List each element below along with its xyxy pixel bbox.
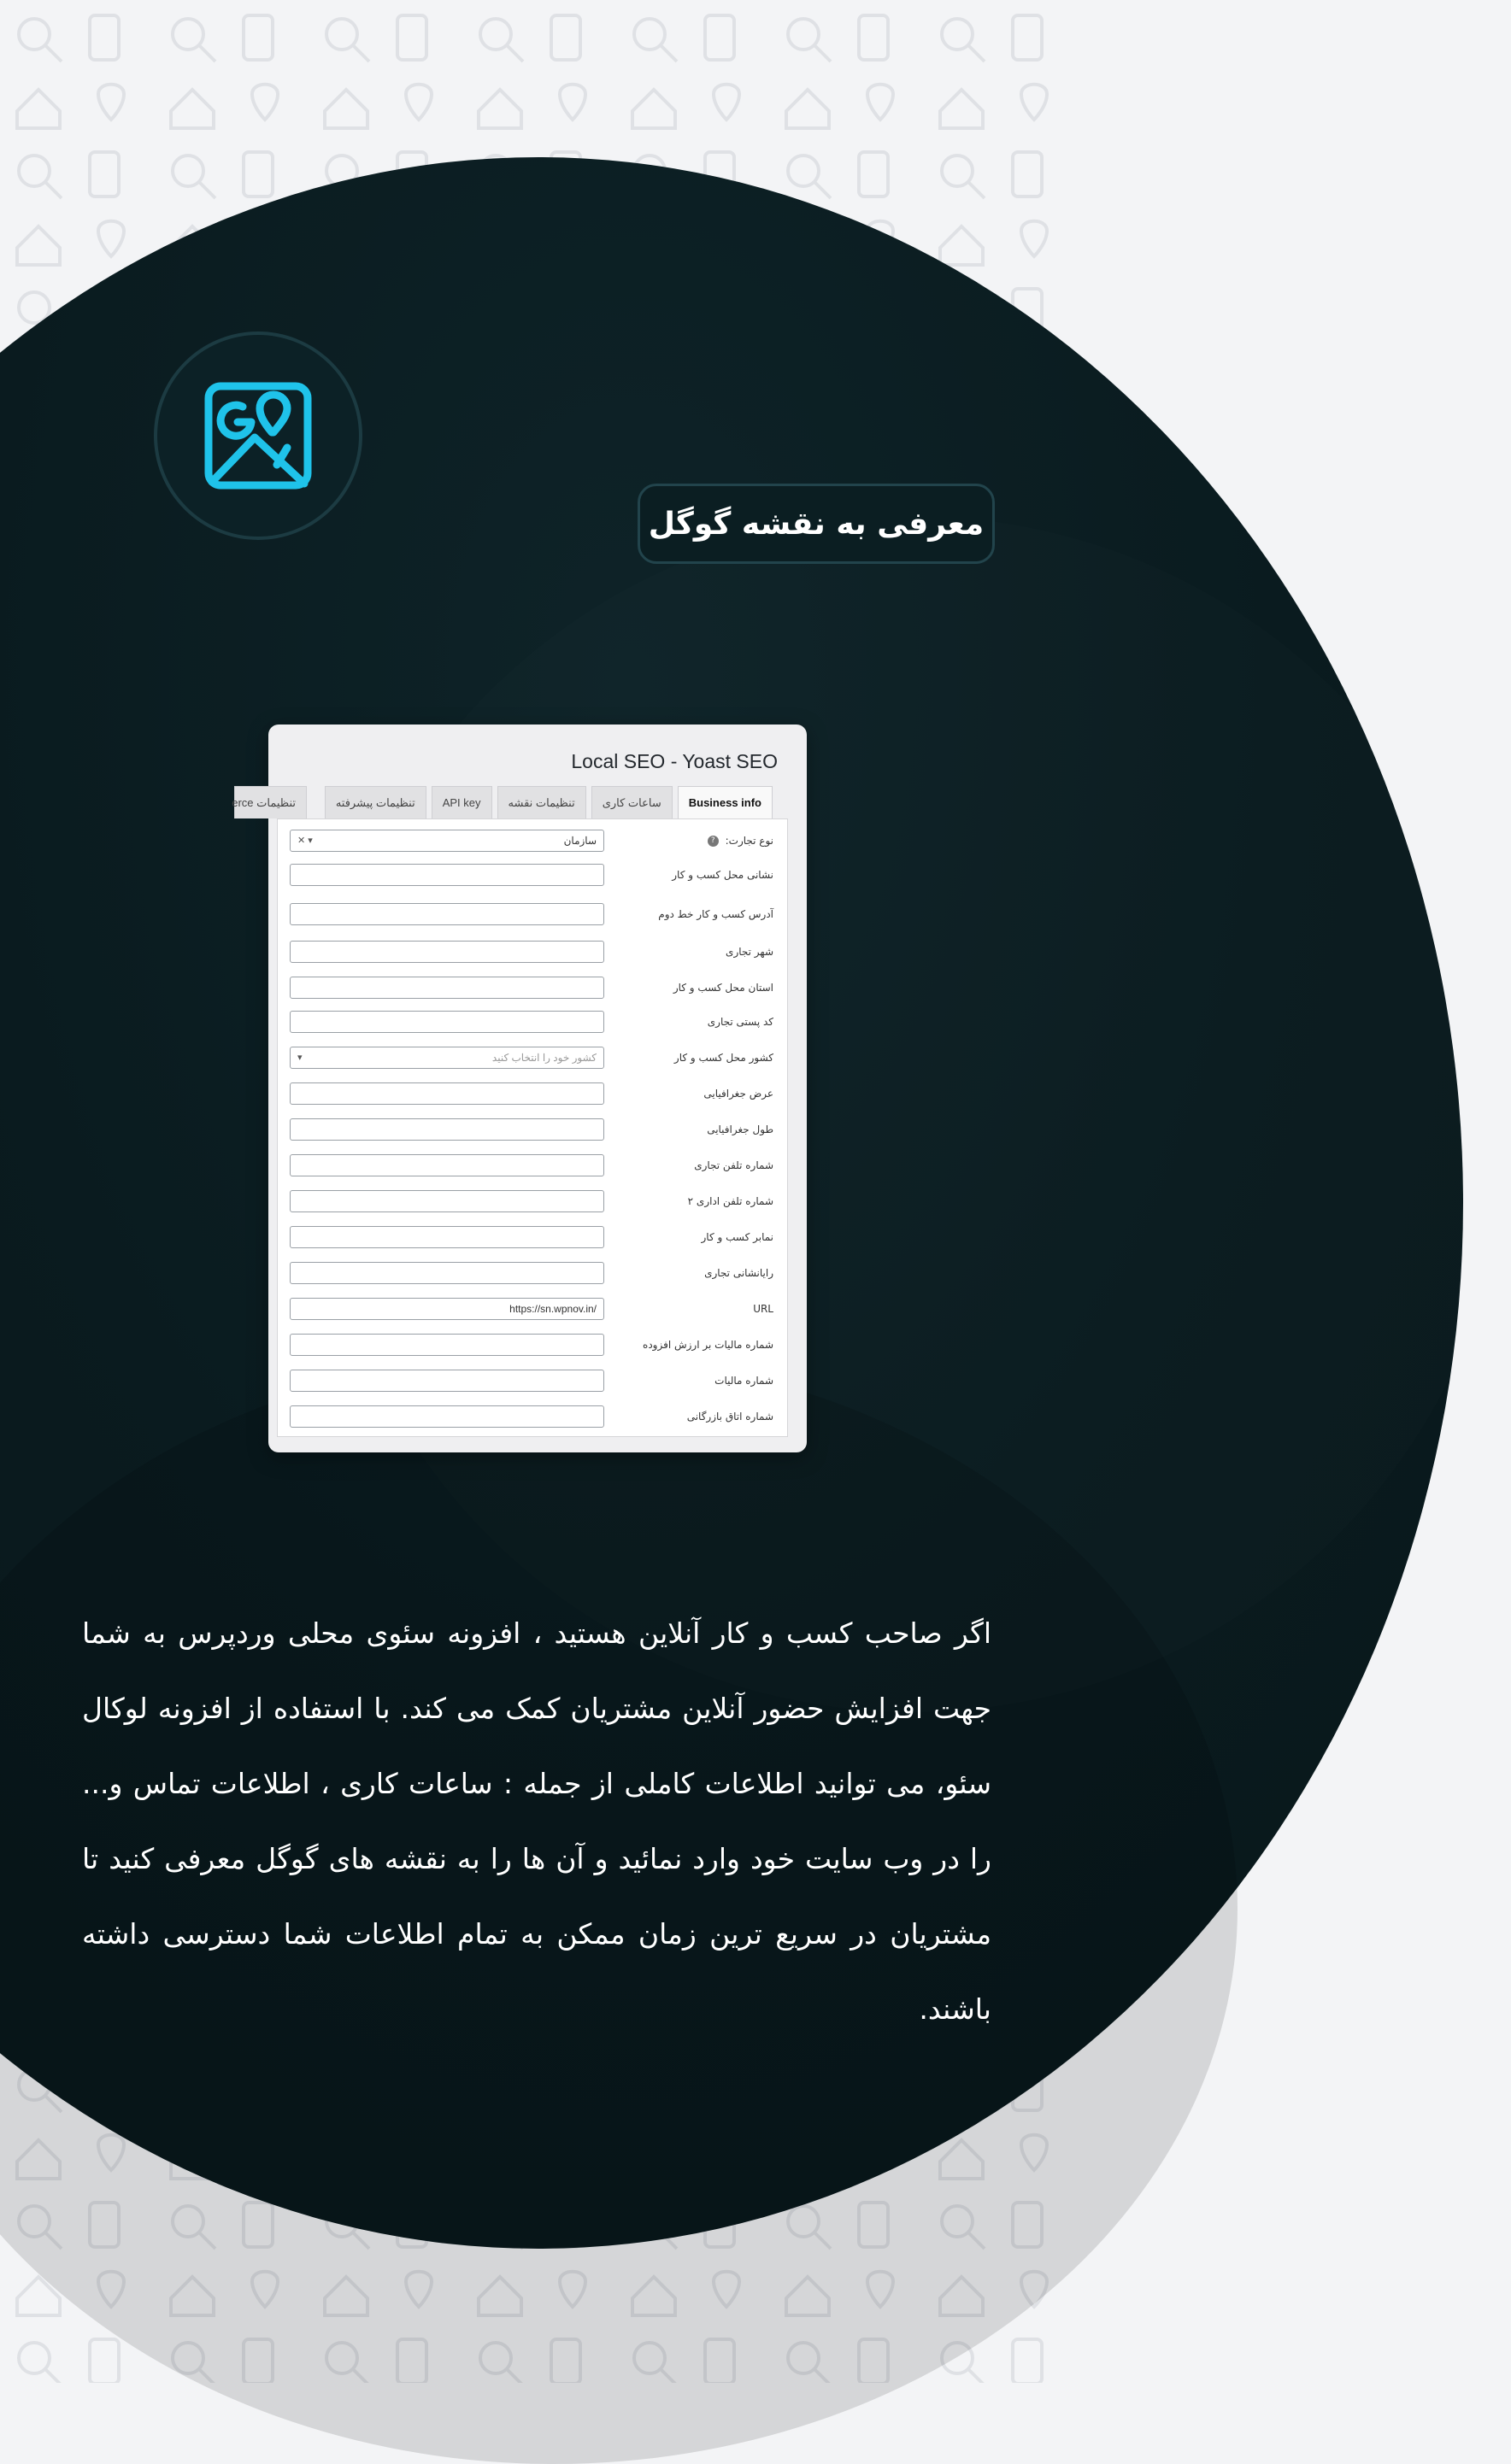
address-line-2-input[interactable] [290, 903, 604, 925]
tab-map-settings[interactable]: تنظیمات نقشه [497, 786, 586, 818]
field-label: نوع تجارت: [725, 835, 773, 847]
settings-page-title: Local SEO - Yoast SEO [571, 750, 778, 772]
url-input[interactable]: https://sn.wpnov.in/ [290, 1298, 604, 1320]
business-type-select[interactable] [290, 830, 604, 852]
form-row-fax [278, 1226, 787, 1250]
field-label: رایانشانی تجاری [704, 1267, 773, 1279]
google-map-pin-icon [203, 381, 313, 490]
form-row-chamber-of-commerce [278, 1405, 787, 1429]
tax-id-input[interactable] [290, 1370, 604, 1392]
map-icon-badge [154, 331, 362, 540]
form-row-zipcode [278, 1011, 787, 1035]
form-row-state [278, 977, 787, 1000]
field-label: طول جغرافیایی [707, 1123, 773, 1135]
form-row-address [278, 864, 787, 888]
field-label: آدرس کسب و کار خط دوم [658, 908, 773, 920]
field-label: شماره اتاق بازرگانی [686, 1411, 773, 1423]
chevron-down-icon[interactable]: ▾ [297, 1053, 303, 1063]
business-info-form [277, 818, 788, 1437]
email-input[interactable] [290, 1262, 604, 1284]
selected-value: سازمان [563, 835, 597, 847]
form-row-phone [278, 1154, 787, 1178]
field-label: کد پستی تجاری [707, 1016, 773, 1028]
state-input[interactable] [290, 977, 604, 999]
chamber-of-commerce-input[interactable] [290, 1405, 604, 1428]
form-row-phone-2 [278, 1190, 787, 1214]
tab-advanced-settings[interactable]: تنظیمات پیشرفته [325, 786, 426, 818]
settings-tabs [232, 786, 773, 818]
form-row-url [278, 1298, 787, 1322]
address-input[interactable] [290, 864, 604, 886]
field-label: عرض جغرافیایی [703, 1088, 773, 1100]
field-label: شماره تلفن اداری ۲ [687, 1195, 773, 1207]
field-label: استان محل کسب و کار [673, 982, 773, 994]
form-row-longitude [278, 1118, 787, 1142]
field-label: نشانی محل کسب و کار [672, 869, 773, 881]
field-label: شماره تلفن تجاری [694, 1159, 773, 1171]
form-row-address-line-2 [278, 903, 787, 927]
form-row-email [278, 1262, 787, 1286]
form-row-city [278, 941, 787, 965]
country-dropdown[interactable] [290, 1047, 604, 1069]
plugin-settings-screenshot [232, 725, 807, 1452]
field-label: شهر تجاری [726, 946, 773, 958]
form-row-country [278, 1047, 787, 1071]
form-row-business-type [278, 830, 787, 854]
field-label: URL [753, 1303, 773, 1315]
country-placeholder: کشور خود را انتخاب کنید [491, 1052, 597, 1064]
description-paragraph: اگر صاحب کسب و کار آنلاین هستید ، افزونه سئوی محلی وردپرس به شما جهت افزایش حضور آنلاین مشتریان کمک می کند. با استفاده از افزونه لوکال سئو، می توانید اطلاعات کاملی از جمله : ساعات کاری ، اطلاعات تماس و... را در وب سایت خود وارد نمائید و آن ها را به نقشه های گوگل معرفی کنید تا مشتریان در سریع ترین زمان ممکن به تمام اطلاعات شما دسترسی داشته باشند. [82, 1616, 991, 2026]
tab-woocommerce-settings[interactable]: erce تنظیمات [234, 786, 307, 818]
section-title-box [638, 484, 995, 564]
field-label: نمابر کسب و کار [701, 1231, 773, 1243]
latitude-input[interactable] [290, 1082, 604, 1105]
field-label: شماره مالیات بر ارزش افزوده [643, 1339, 773, 1351]
zipcode-input[interactable] [290, 1011, 604, 1033]
vat-id-input[interactable] [290, 1334, 604, 1356]
fax-input[interactable] [290, 1226, 604, 1248]
tab-api-key[interactable]: API key [432, 786, 492, 818]
longitude-input[interactable] [290, 1118, 604, 1141]
field-label: کشور محل کسب و کار [673, 1052, 773, 1064]
tab-business-info[interactable]: Business info [678, 786, 773, 818]
clear-and-chevron-icon[interactable]: ▾ ✕ [297, 836, 313, 846]
form-row-latitude [278, 1082, 787, 1106]
city-input[interactable] [290, 941, 604, 963]
phone-input[interactable] [290, 1154, 604, 1176]
section-title: معرفی به نقشه گوگل [648, 506, 985, 542]
field-label: شماره مالیات [714, 1375, 773, 1387]
form-row-vat-id [278, 1334, 787, 1358]
help-icon[interactable]: ? [708, 836, 719, 847]
form-row-tax-id [278, 1370, 787, 1393]
tab-opening-hours[interactable]: ساعات کاری [591, 786, 673, 818]
phone-2-input[interactable] [290, 1190, 604, 1212]
